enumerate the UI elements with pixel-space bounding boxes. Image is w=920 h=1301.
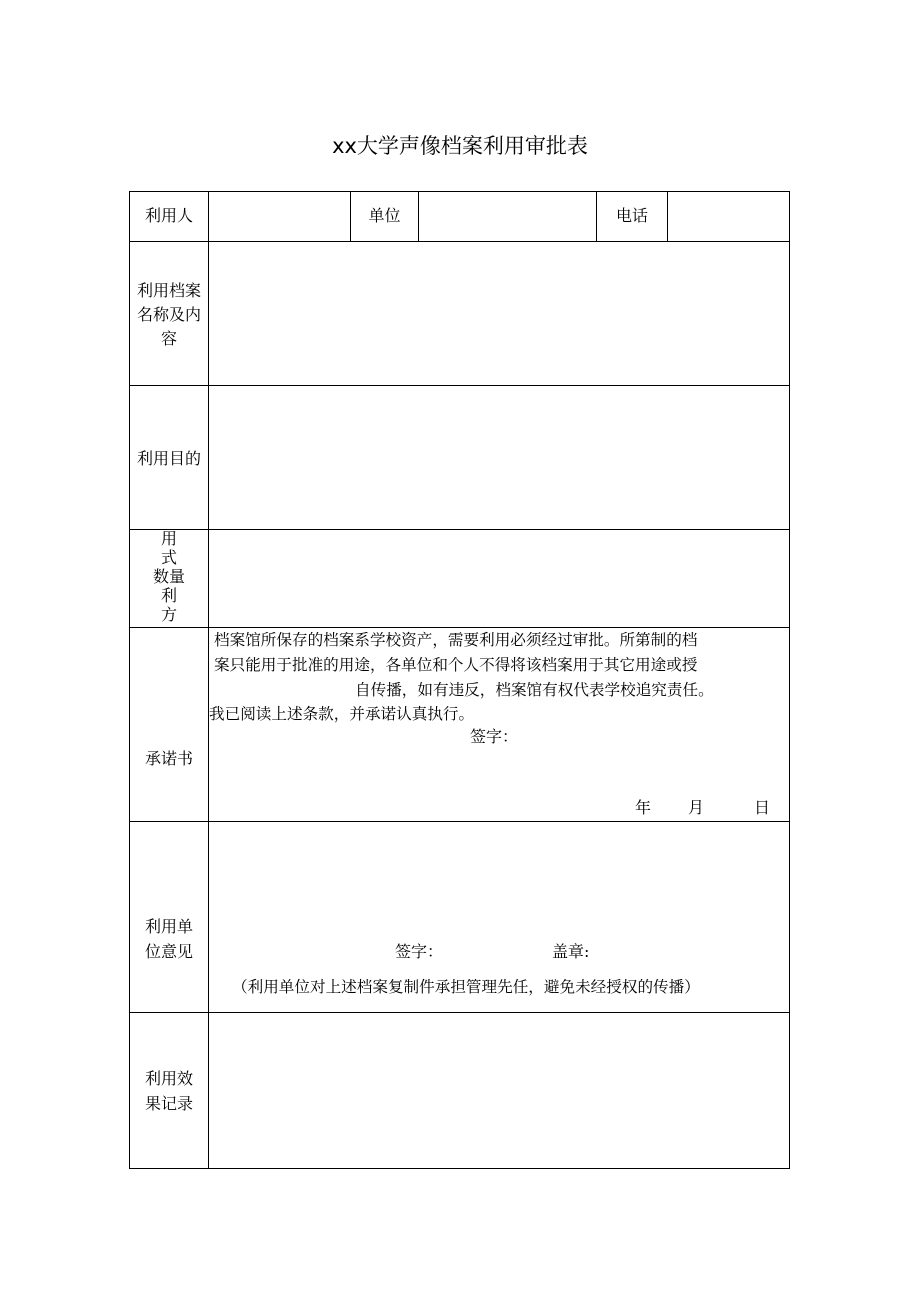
method-label-line5: 方 xyxy=(160,605,177,624)
method-label-line2: 式 xyxy=(160,548,177,567)
pledge-label: 承诺书 xyxy=(144,749,193,768)
method-label-line4: 利 xyxy=(160,586,177,605)
approval-form-table xyxy=(129,191,790,1169)
method-quantity-field[interactable] xyxy=(209,530,789,627)
pledge-year-label: 年 xyxy=(635,798,652,817)
pledge-sign-label: 签字： xyxy=(470,727,519,746)
purpose-field[interactable] xyxy=(209,386,789,529)
unit-label: 单位 xyxy=(368,206,401,225)
method-label-line3: 数量 xyxy=(152,567,185,586)
effect-record-field[interactable] xyxy=(209,1013,789,1168)
unit-opinion-label-line2: 位意见 xyxy=(144,942,193,961)
user-field[interactable] xyxy=(209,192,350,241)
unit-opinion-label-line1: 利用单 xyxy=(144,917,193,936)
archive-name-label-line1: 利用档案 xyxy=(136,281,201,300)
archive-name-field[interactable] xyxy=(209,242,789,385)
pledge-text-line2: 案只能用于批准的用途，各单位和个人不得将该档案用于其它用途或授 xyxy=(214,656,698,674)
user-label: 利用人 xyxy=(144,206,193,225)
phone-field[interactable] xyxy=(668,192,789,241)
pledge-text-line3: 自传播，如有违反，档案馆有权代表学校追究责任。 xyxy=(355,681,714,699)
purpose-label: 利用目的 xyxy=(136,449,201,468)
unit-field[interactable] xyxy=(419,192,596,241)
form-title: xx大学声像档案利用审批表 xyxy=(332,134,588,158)
method-label-line1: 用 xyxy=(160,529,177,548)
pledge-text-line1: 档案馆所保存的档案系学校资产，需要利用必须经过审批。所第制的档 xyxy=(214,631,698,649)
pledge-text-line4: 我已阅读上述条款，并承诺认真执行。 xyxy=(209,705,475,723)
effect-record-label-line2: 果记录 xyxy=(144,1094,193,1113)
archive-name-label-line3: 容 xyxy=(160,329,177,348)
effect-record-label-line1: 利用效 xyxy=(144,1069,193,1088)
phone-label: 电话 xyxy=(615,206,648,225)
unit-opinion-seal-label: 盖章: xyxy=(552,942,590,961)
pledge-month-label: 月 xyxy=(688,798,705,817)
unit-opinion-sign-label: 签字： xyxy=(395,942,444,961)
unit-opinion-note: （利用单位对上述档案复制件承担管理先任，避免未经授权的传播） xyxy=(232,978,700,996)
row-divider xyxy=(130,821,789,822)
pledge-day-label: 日 xyxy=(754,798,771,817)
archive-name-label-line2: 名称及内 xyxy=(136,305,201,324)
